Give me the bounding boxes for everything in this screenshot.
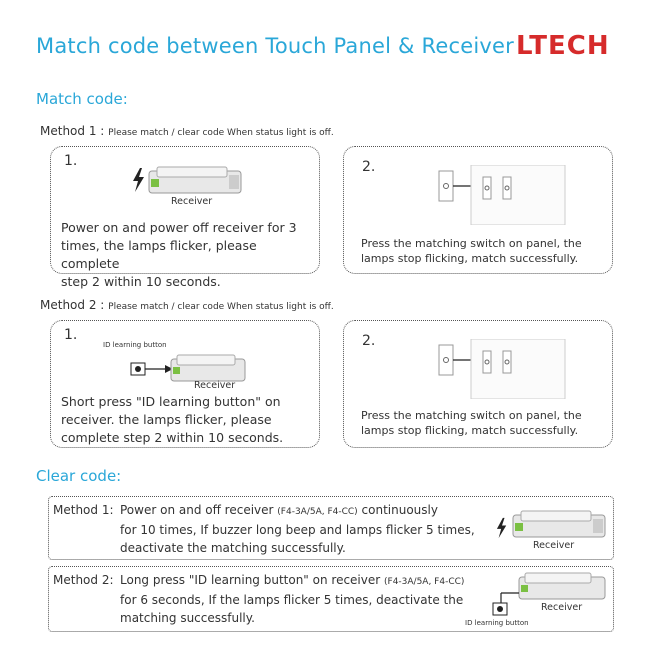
- receiver-label: Receiver: [533, 540, 575, 551]
- step1-instructions: Power on and power off receiver for 3 times, the lamps flicker, please complete step 2 within 10 seconds.: [61, 220, 297, 289]
- touch-panel-icon: [437, 165, 569, 225]
- lightning-icon: [495, 517, 509, 539]
- clear-code-heading: Clear code:: [36, 467, 122, 485]
- clear-method1-text: Power on and off receiver (F4-3A/5A, F4-CC) continuously for 10 times, If buzzer long beep and lamps flicker 5 times, deactivate the matching successfully.: [120, 503, 475, 555]
- receiver-label: Receiver: [194, 380, 236, 391]
- logo-text: LTECH: [516, 31, 610, 58]
- match-method1-step1-box: [50, 146, 320, 289]
- page-title: Match code between Touch Panel & Receiver: [36, 34, 514, 58]
- step2-instructions: Press the matching switch on panel, the lamps stop flicking, match successfully.: [361, 237, 582, 265]
- receiver-device-icon: [147, 161, 243, 199]
- clear-method2-box: [48, 566, 614, 632]
- match-method2-step2-box: [343, 320, 613, 448]
- id-learning-button-label: ID learning button: [103, 341, 167, 349]
- receiver-label: Receiver: [171, 196, 213, 207]
- ltech-logo: [516, 30, 628, 58]
- receiver-device-icon: [511, 507, 607, 541]
- id-learning-button-label: ID learning button: [465, 619, 529, 627]
- lightning-icon: [131, 167, 147, 193]
- match-code-heading: Match code:: [36, 90, 128, 108]
- clear-method2-text: Long press "ID learning button" on receiver (F4-3A/5A, F4-CC) for 6 seconds, If the lamps flicker 5 times, deactivate the matching successfully.: [120, 573, 465, 625]
- step1-instructions: Short press "ID learning button" on receiver. the lamps flicker, please complete step 2 within 10 seconds.: [61, 394, 284, 445]
- step-number: 1.: [64, 327, 78, 343]
- clear-method1-box: [48, 496, 614, 560]
- clear-method2-label: Method 2:: [53, 573, 114, 587]
- clear-method1-label: Method 1:: [53, 503, 114, 517]
- match-method1-label: Method 1 : Please match / clear code When status light is off.: [40, 124, 334, 138]
- touch-panel-icon: [437, 339, 569, 399]
- match-method2-label: Method 2 : Please match / clear code When status light is off.: [40, 298, 334, 312]
- step-number: 2.: [362, 333, 376, 349]
- step-number: 2.: [362, 159, 376, 175]
- receiver-label: Receiver: [541, 602, 583, 613]
- match-method2-step1-box: [50, 320, 320, 448]
- step-number: 1.: [64, 153, 78, 169]
- match-method1-step2-box: [343, 146, 613, 274]
- step2-instructions: Press the matching switch on panel, the lamps stop flicking, match successfully.: [361, 409, 582, 437]
